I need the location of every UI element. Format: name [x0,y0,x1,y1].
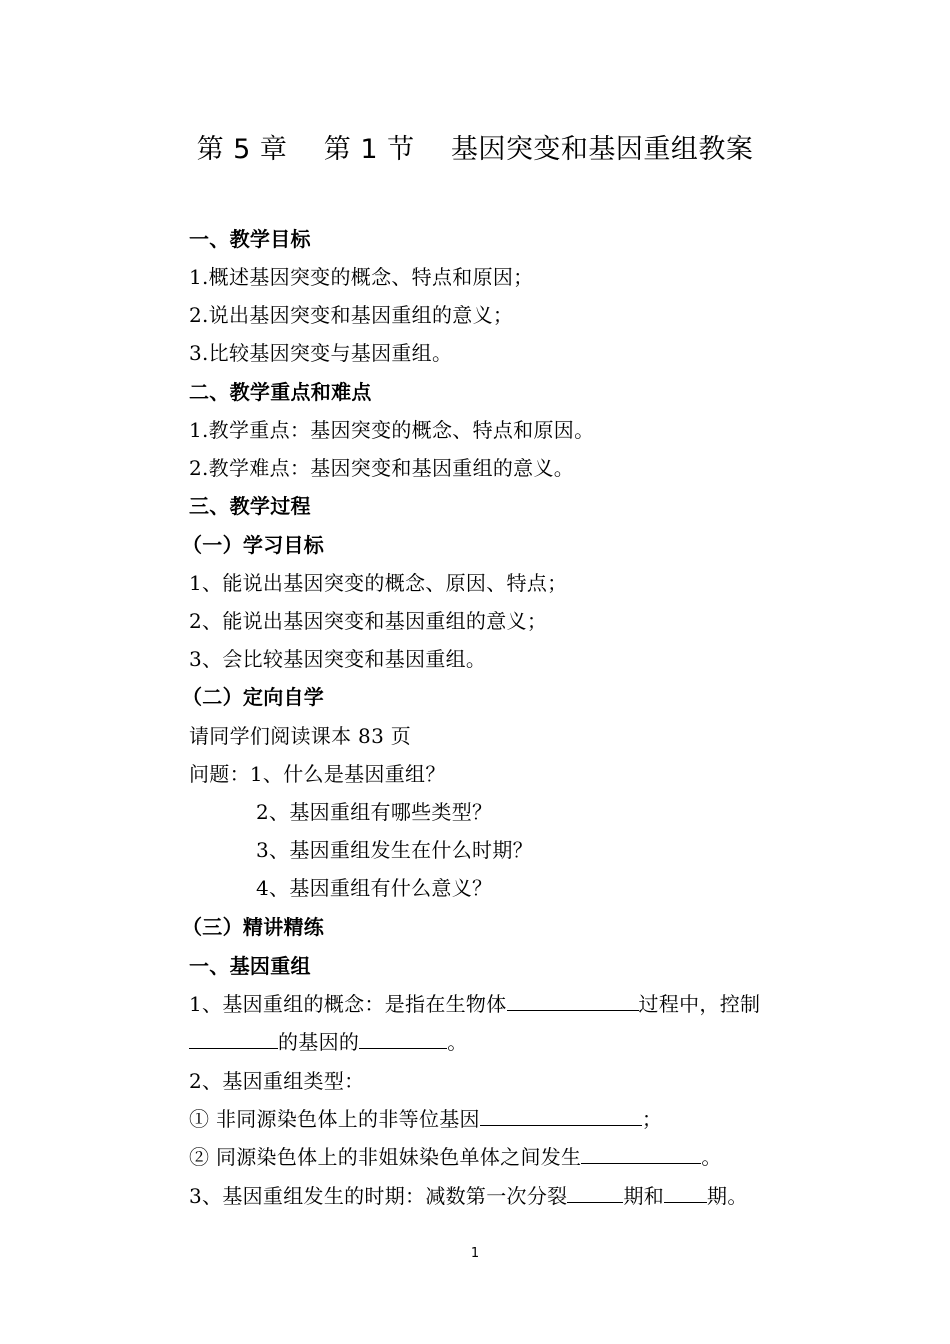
question-2-label: 2、基因重组类型： [189,1069,365,1093]
document-title: 第 5 章 第 1 节 基因突变和基因重组教案 [196,134,754,165]
fill-text: 。 [701,1145,722,1169]
fill-blank[interactable] [581,1143,701,1164]
fill-text: 过程中，控制 [638,992,761,1016]
fill-text: ① 非同源染色体上的非等位基因 [189,1107,480,1131]
learn-item-1: 1、能说出基因突变的概念、原因、特点； [189,571,568,595]
question-4: 4、基因重组有什么意义？ [256,876,493,900]
heading-practice: （三）精讲精练 [182,915,325,939]
fill-blank[interactable] [189,1028,278,1049]
fill-question-1-line-1 [189,989,760,1019]
self-read-instruction: 请同学们阅读课本 83 页 [189,724,412,748]
fill-question-2-2 [189,1142,722,1172]
fill-text: 期和 [623,1184,665,1208]
heading-self-study: （二）定向自学 [182,685,325,709]
goal-item-3: 3.比较基因突变与基因重组。 [189,341,453,365]
page-number: 1 [470,1246,480,1261]
fill-blank[interactable] [359,1028,447,1049]
fill-question-1-line-2 [189,1027,468,1057]
question-lead: 问题：1、什么是基因重组？ [189,762,446,786]
fill-text: 1、基因重组的概念：是指在生物体 [189,992,507,1016]
fill-text: 期。 [707,1184,748,1208]
fill-blank[interactable] [567,1182,623,1203]
heading-key-points: 二、教学重点和难点 [189,380,372,404]
fill-question-2-1 [189,1104,662,1134]
question-3: 3、基因重组发生在什么时期？ [256,838,533,862]
learn-item-3: 3、会比较基因突变和基因重组。 [189,647,487,671]
goal-item-2: 2.说出基因突变和基因重组的意义； [189,303,514,327]
learn-item-2: 2、能说出基因突变和基因重组的意义； [189,609,548,633]
fill-blank[interactable] [480,1105,642,1126]
heading-gene-recombination: 一、基因重组 [189,954,311,978]
fill-text: ； [641,1107,663,1131]
heading-teaching-goals: 一、教学目标 [189,227,311,251]
fill-text: ② 同源染色体上的非姐妹染色单体之间发生 [189,1145,582,1169]
fill-blank[interactable] [507,990,639,1011]
heading-learning-goals: （一）学习目标 [182,533,325,557]
key-item-1: 1.教学重点：基因突变的概念、特点和原因。 [189,418,595,442]
heading-teaching-process: 三、教学过程 [189,494,311,518]
fill-text: 的基因的 [278,1030,360,1054]
key-item-2: 2.教学难点：基因突变和基因重组的意义。 [189,456,575,480]
fill-text: 3、基因重组发生的时期：减数第一次分裂 [189,1184,568,1208]
goal-item-1: 1.概述基因突变的概念、特点和原因； [189,265,534,289]
fill-question-3 [189,1181,748,1211]
question-2: 2、基因重组有哪些类型？ [256,800,493,824]
fill-text: 。 [447,1030,468,1054]
fill-blank[interactable] [664,1182,707,1203]
